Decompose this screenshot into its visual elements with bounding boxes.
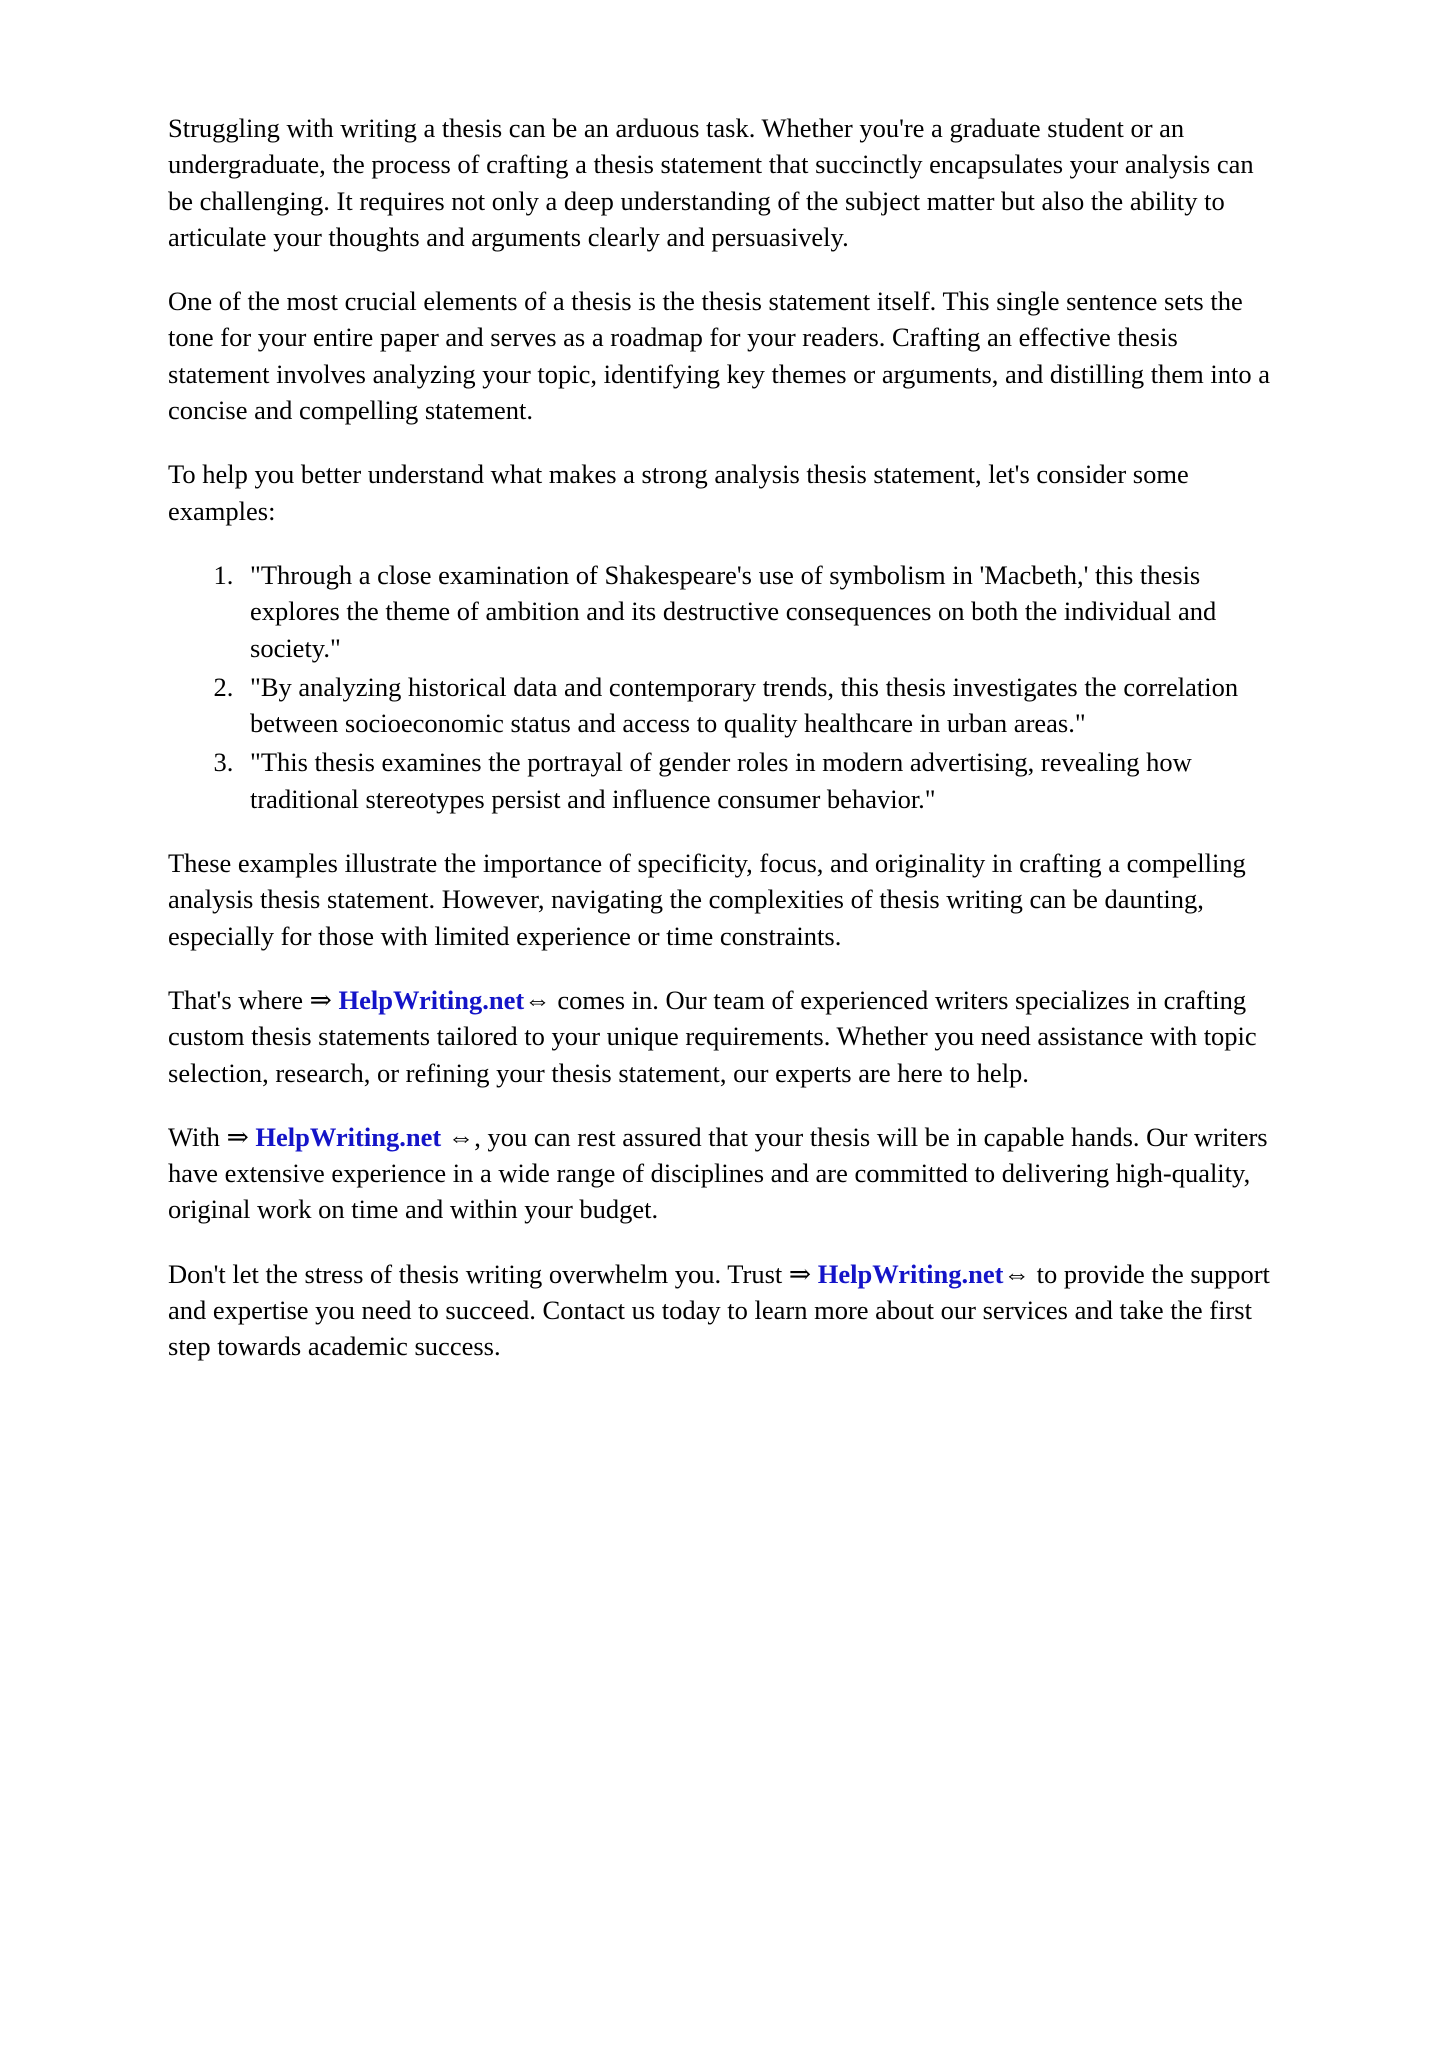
paragraph-intro: Struggling with writing a thesis can be an arduous task. Whether you're a graduate student or an undergraduate, the process of crafting a thesis statement that succinctly encapsulates your analysis can be challenging. It requires not only a deep understanding of the subject matter but also the ability to articulate your thoughts and arguments clearly and persuasively. — [168, 113, 1254, 252]
paragraph-examples-summary: These examples illustrate the importance of specificity, focus, and originality in crafting a compelling analysis thesis statement. However, navigating the complexities of thesis writing can be daunting, especially for those with limited experience or time constraints. — [168, 848, 1246, 951]
examples-list — [168, 557, 1282, 817]
promo-link-1-wrapper[interactable] — [310, 985, 551, 1015]
helpwriting-link[interactable]: HelpWriting.net — [255, 1121, 442, 1152]
promo-3-text-before: Don't let the stress of thesis writing overwhelm you. Trust — [168, 1258, 789, 1289]
promo-2-text-before: With — [168, 1121, 227, 1152]
helpwriting-link[interactable]: HelpWriting.net — [817, 1258, 1004, 1289]
paragraph-thesis-statement: One of the most crucial elements of a thesis is the thesis statement itself. This single sentence sets the tone for your entire paper and serves as a roadmap for your readers. Crafting an effective thesis statement involves analyzing your topic, identifying key themes or arguments, and distilling them into a concise and compelling statement. — [168, 286, 1270, 426]
arrow-right-icon: ⇒ — [788, 1258, 812, 1289]
list-item: 1. "Through a close examination of Shakespeare's use of symbolism in 'Macbeth,' this thesis explores the theme of ambition and its destructive consequences on both the individual and society." — [240, 557, 1282, 666]
arrow-left-right-icon: ⇔ — [1003, 1258, 1030, 1289]
helpwriting-link[interactable]: HelpWriting.net — [338, 984, 525, 1015]
promo-link-2-wrapper[interactable] — [227, 1122, 475, 1152]
promo-2-text-after: , you can rest assured that your thesis will be in capable hands. Our writers have extensive experience in a wide range of disciplines and are committed to delivering high-quality, original work on time and within your budget. — [168, 1121, 1268, 1225]
arrow-left-right-icon: ⇔ — [447, 1121, 475, 1152]
paragraph-promo-3 — [168, 1256, 1282, 1365]
promo-link-3-wrapper[interactable] — [789, 1259, 1030, 1289]
arrow-left-right-icon: ⇔ — [524, 984, 551, 1015]
document-body — [168, 110, 1282, 1365]
promo-3-text-after: to provide the support and expertise you need to succeed. Contact us today to learn more about our services and take the first step towards academic success. — [168, 1258, 1270, 1362]
list-item: 2. "By analyzing historical data and contemporary trends, this thesis investigates the correlation between socioeconomic status and access to quality healthcare in urban areas." — [240, 669, 1282, 742]
promo-1-text-after: comes in. Our team of experienced writers specializes in crafting custom thesis statements tailored to your unique requirements. Whether you need assistance with topic selection, research, or refining your thesis statement, our experts are here to help. — [168, 984, 1257, 1088]
paragraph-promo-2 — [168, 1119, 1282, 1228]
arrow-right-icon: ⇒ — [226, 1121, 249, 1152]
paragraph-promo-1 — [168, 982, 1282, 1091]
list-item: 3. "This thesis examines the portrayal of gender roles in modern advertising, revealing how traditional stereotypes persist and influence consumer behavior." — [240, 744, 1282, 817]
promo-1-text-before: That's where — [168, 984, 310, 1015]
arrow-right-icon: ⇒ — [309, 984, 332, 1015]
paragraph-examples-lead-in: To help you better understand what makes a strong analysis thesis statement, let's consider some examples: — [168, 459, 1189, 526]
